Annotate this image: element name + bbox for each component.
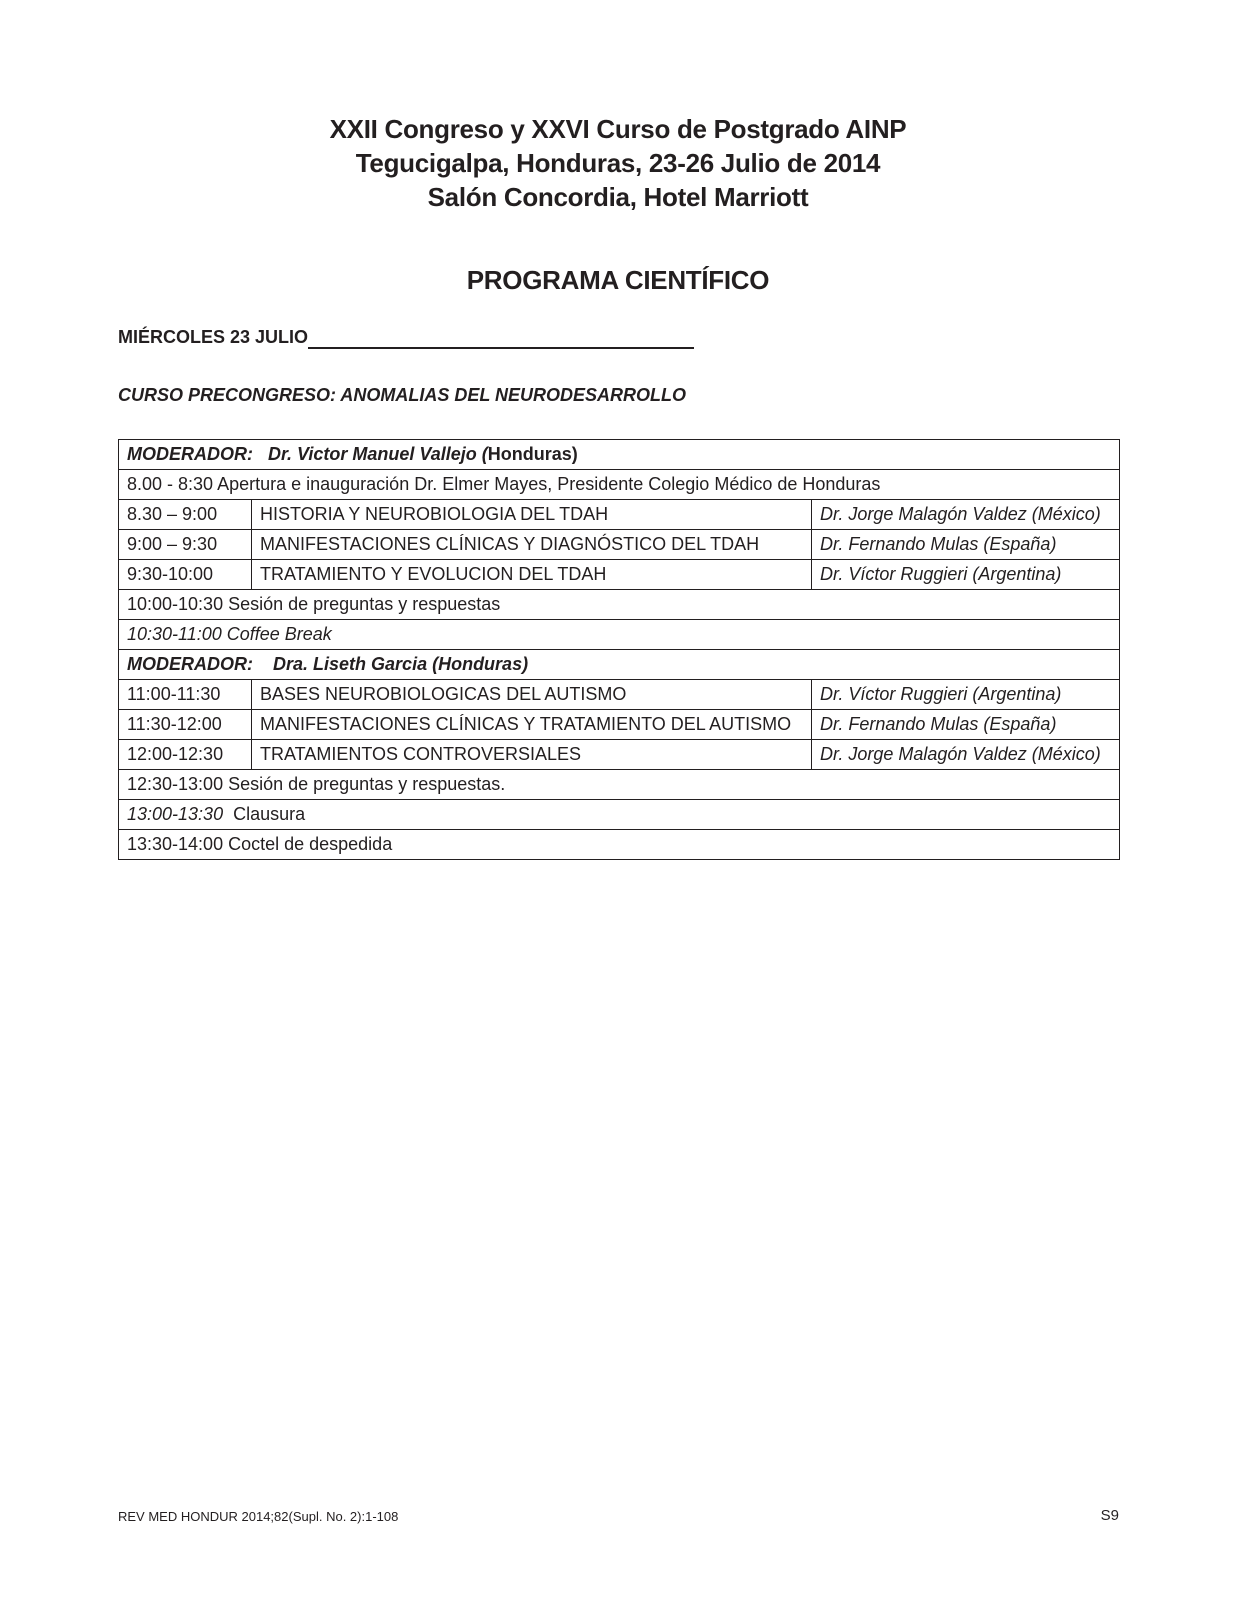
- session-time: 11:00-11:30: [119, 680, 252, 710]
- opening-cell: 8.00 - 8:30 Apertura e inauguración Dr. Elmer Mayes, Presidente Colegio Médico de Honduras: [119, 470, 1120, 500]
- program-table: [118, 439, 1120, 860]
- moderator-cell: [119, 440, 1120, 470]
- table-row: [119, 500, 1120, 530]
- moderator-country: Honduras): [487, 444, 578, 464]
- moderator-name: Dra. Liseth Garcia (Honduras): [273, 654, 529, 674]
- coffee-break-row: [119, 620, 1120, 650]
- congress-venue: Salón Concordia, Hotel Marriott: [427, 182, 809, 212]
- session-time: 9:30-10:00: [119, 560, 252, 590]
- moderator-label: MODERADOR:: [127, 444, 253, 464]
- congress-title-block: [0, 112, 1236, 214]
- day-heading: MIÉRCOLES 23 JULIO: [118, 327, 309, 347]
- qa-row: [119, 770, 1120, 800]
- closing-row: [119, 800, 1120, 830]
- session-speaker: Dr. Jorge Malagón Valdez (México): [812, 740, 1120, 770]
- table-row: [119, 680, 1120, 710]
- qa-cell: 10:00-10:30 Sesión de preguntas y respuestas: [119, 590, 1120, 620]
- moderator-label: MODERADOR:: [127, 654, 253, 674]
- course-title: CURSO PRECONGRESO: ANOMALIAS DEL NEURODESARROLLO: [118, 385, 687, 405]
- table-row: [119, 530, 1120, 560]
- session-speaker: Dr. Víctor Ruggieri (Argentina): [812, 680, 1120, 710]
- session-topic: MANIFESTACIONES CLÍNICAS Y TRATAMIENTO DEL AUTISMO: [252, 710, 812, 740]
- qa-row: [119, 590, 1120, 620]
- table-row: [119, 710, 1120, 740]
- program-title: PROGRAMA CIENTÍFICO: [466, 265, 770, 295]
- table-row: [119, 560, 1120, 590]
- congress-location-dates: Tegucigalpa, Honduras, 23-26 Julio de 2014: [355, 148, 881, 178]
- farewell-cell: 13:30-14:00 Coctel de despedida: [119, 830, 1120, 860]
- coffee-break-cell: 10:30-11:00 Coffee Break: [119, 620, 1120, 650]
- journal-citation: REV MED HONDUR 2014;82(Supl. No. 2):1-108: [118, 1509, 399, 1524]
- moderator-name: Dr. Victor Manuel Vallejo (: [268, 444, 488, 464]
- congress-title: XXII Congreso y XXVI Curso de Postgrado AINP: [329, 114, 907, 144]
- session-time: 9:00 – 9:30: [119, 530, 252, 560]
- table-row: [119, 740, 1120, 770]
- session-topic: TRATAMIENTO Y EVOLUCION DEL TDAH: [252, 560, 812, 590]
- session-time: 8.30 – 9:00: [119, 500, 252, 530]
- qa-cell: 12:30-13:00 Sesión de preguntas y respuestas.: [119, 770, 1120, 800]
- session-topic: BASES NEUROBIOLOGICAS DEL AUTISMO: [252, 680, 812, 710]
- session-topic: MANIFESTACIONES CLÍNICAS Y DIAGNÓSTICO DEL TDAH: [252, 530, 812, 560]
- closing-time: 13:00-13:30: [127, 804, 224, 824]
- closing-cell: [119, 800, 1120, 830]
- session-topic: TRATAMIENTOS CONTROVERSIALES: [252, 740, 812, 770]
- session-time: 11:30-12:00: [119, 710, 252, 740]
- moderator-cell: [119, 650, 1120, 680]
- session-speaker: Dr. Jorge Malagón Valdez (México): [812, 500, 1120, 530]
- session-speaker: Dr. Fernando Mulas (España): [812, 530, 1120, 560]
- opening-row: [119, 470, 1120, 500]
- farewell-row: [119, 830, 1120, 860]
- page-number: S9: [1100, 1507, 1119, 1524]
- moderator-row: [119, 440, 1120, 470]
- session-speaker: Dr. Víctor Ruggieri (Argentina): [812, 560, 1120, 590]
- session-speaker: Dr. Fernando Mulas (España): [812, 710, 1120, 740]
- session-time: 12:00-12:30: [119, 740, 252, 770]
- closing-text: Clausura: [233, 804, 306, 824]
- session-topic: HISTORIA Y NEUROBIOLOGIA DEL TDAH: [252, 500, 812, 530]
- moderator-row: [119, 650, 1120, 680]
- day-heading-underline: [308, 347, 694, 349]
